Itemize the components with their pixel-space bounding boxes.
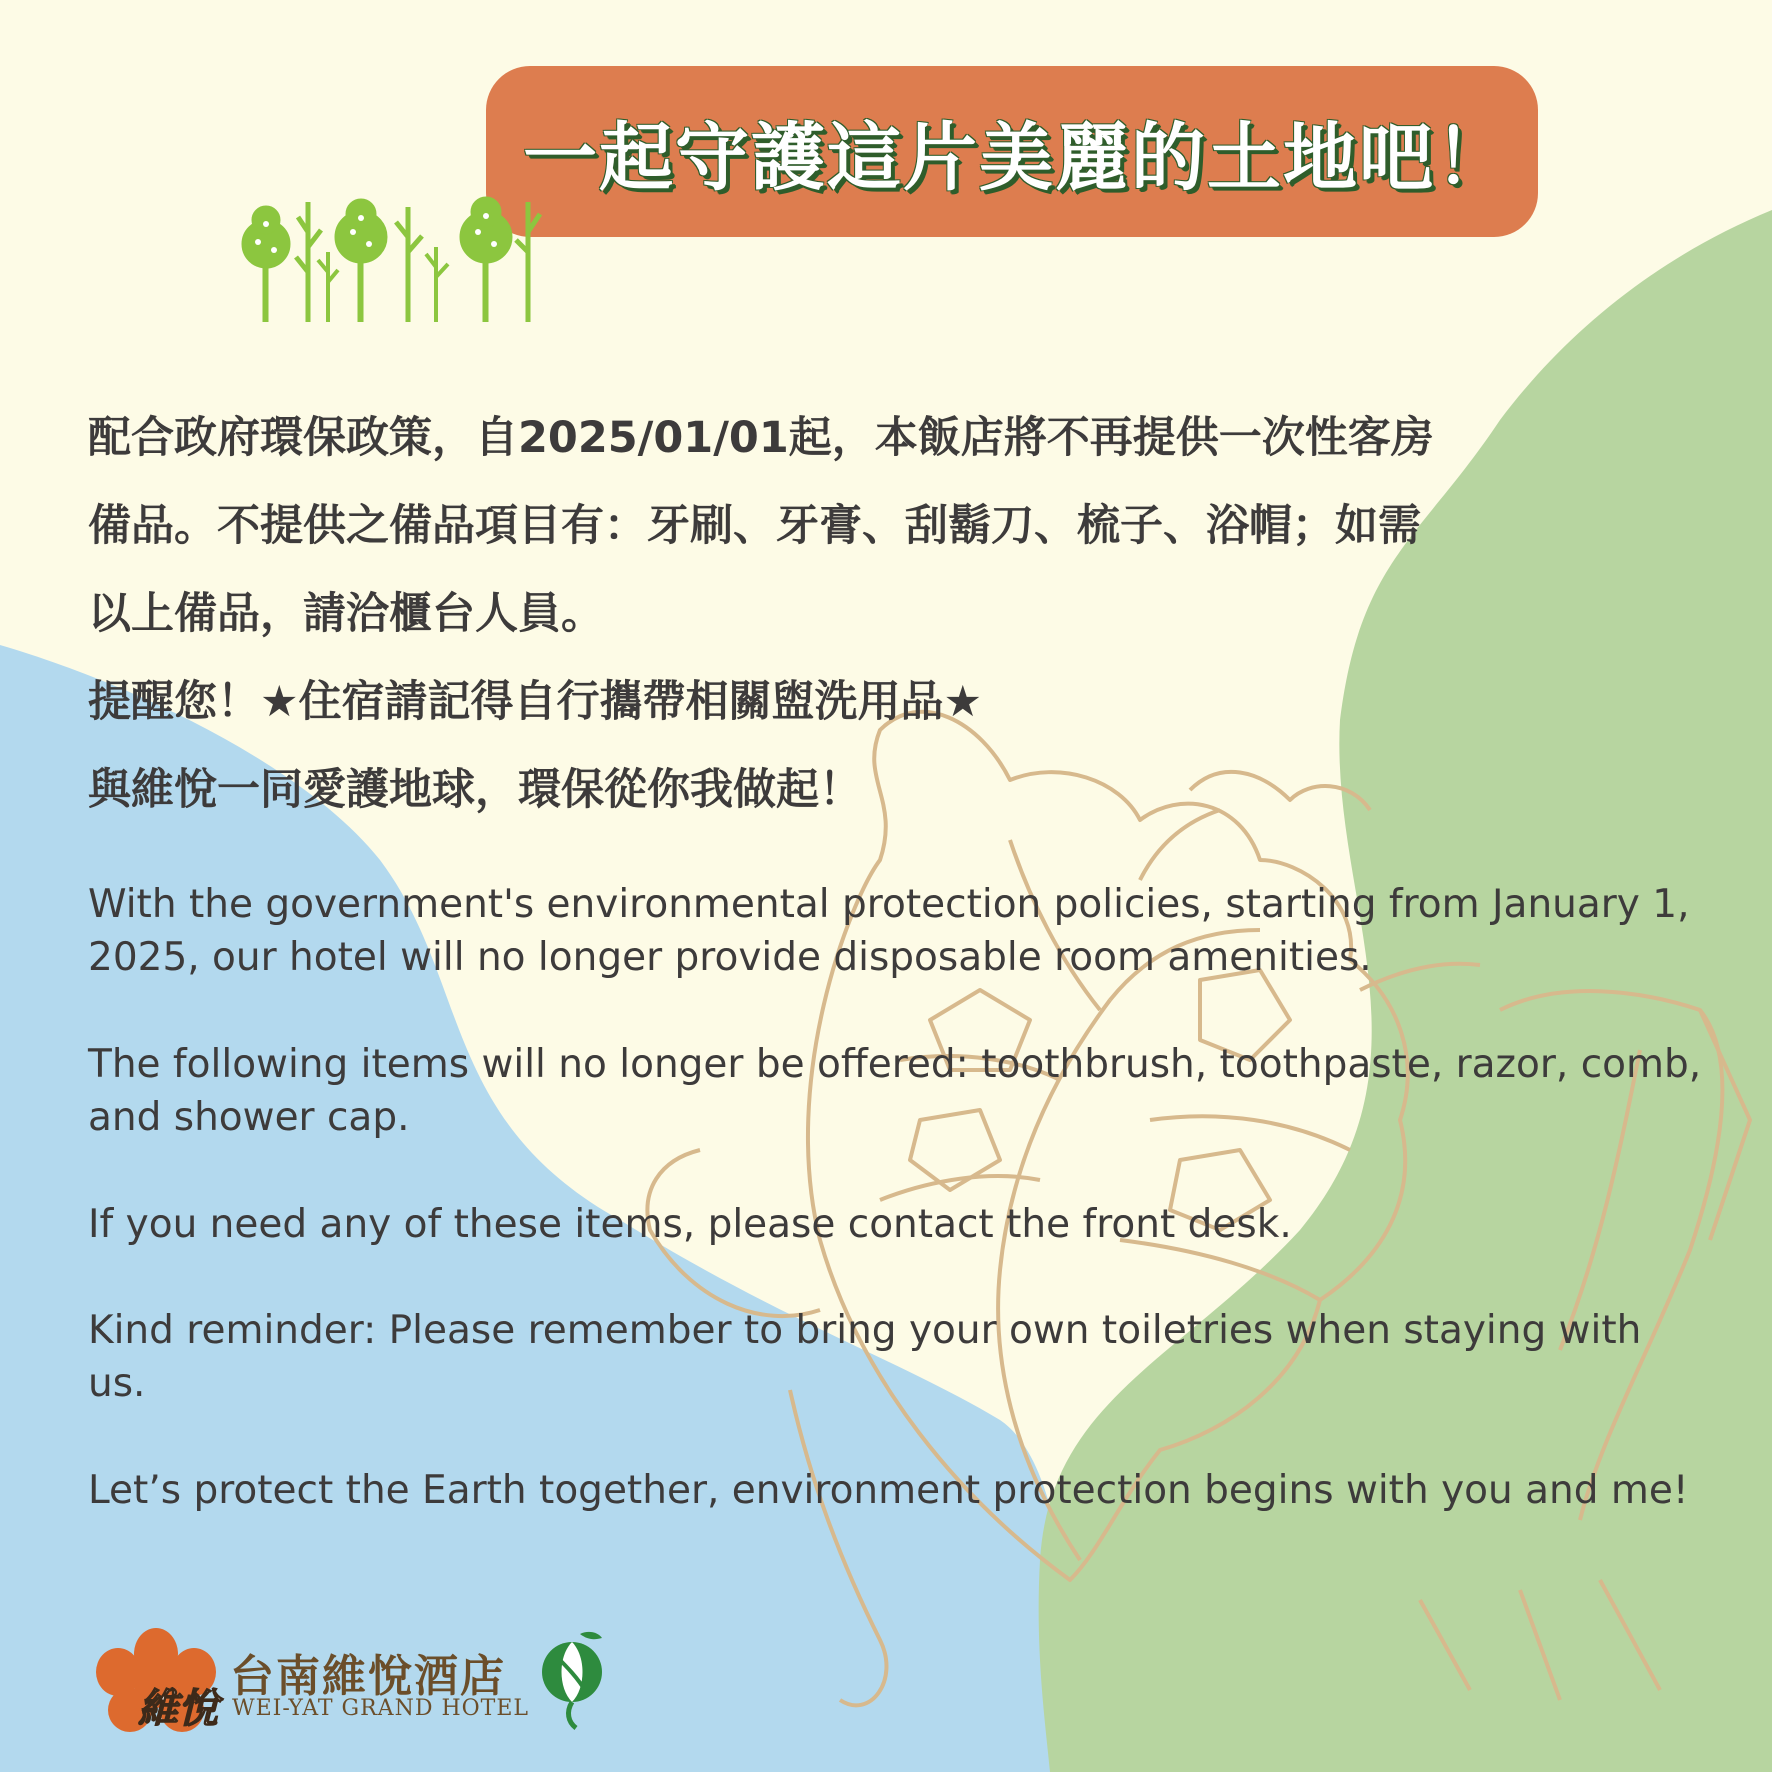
notice-zh-line-3: 以上備品，請洽櫃台人員。 <box>88 589 604 639</box>
hotel-flower-logo <box>86 1624 226 1734</box>
tree-group-icon <box>226 192 556 322</box>
hotel-name-en: WEI-YAT GRAND HOTEL <box>232 1696 530 1721</box>
hotel-name-zh: 台南維悅酒店 <box>230 1651 506 1702</box>
notice-zh-line-2: 備品。不提供之備品項目有：牙刷、牙膏、刮鬍刀、梳子、浴帽；如需 <box>88 501 1421 551</box>
notice-en-reminder: Kind reminder: Please remember to bring your own toiletries when staying with us. <box>88 1308 1642 1406</box>
notice-zh-reminder: 提醒您！★住宿請記得自行攜帶相關盥洗用品★ <box>88 677 983 727</box>
notice-en-policy: With the government's environmental protection policies, starting from January 1, 2025, our hotel will no longer provide disposable room amenities. <box>88 882 1690 980</box>
green-mark-icon <box>536 1626 608 1730</box>
logo-script-text: 維悅 <box>138 1685 218 1732</box>
notice-en-items: The following items will no longer be offered: toothbrush, toothpaste, razor, comb, and shower cap. <box>88 1042 1702 1140</box>
notice-en-contact: If you need any of these items, please contact the front desk. <box>88 1202 1292 1247</box>
page-title: 一起守護這片美麗的土地吧！ <box>523 114 1511 201</box>
notice-zh-line-1: 配合政府環保政策，自2025/01/01起，本飯店將不再提供一次性客房 <box>88 413 1434 463</box>
notice-zh-slogan: 與維悅一同愛護地球，環保從你我做起！ <box>88 765 862 815</box>
notice-en-slogan: Let’s protect the Earth together, environment protection begins with you and me! <box>88 1468 1689 1513</box>
title-banner <box>486 66 1538 237</box>
